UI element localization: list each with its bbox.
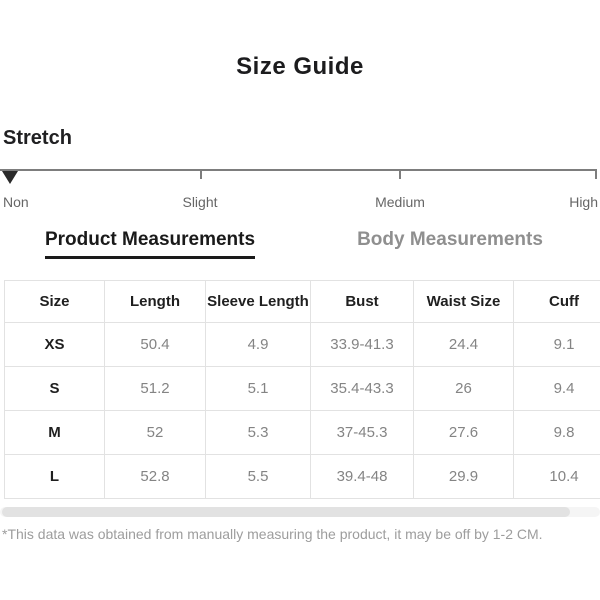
size-table	[4, 280, 600, 499]
cell-length: 52	[105, 411, 206, 455]
cell-cuff: 9.1	[514, 323, 600, 367]
cell-cuff: 10.4	[514, 455, 600, 499]
table-row-m	[5, 411, 600, 455]
cell-bust: 33.9-41.3	[311, 323, 414, 367]
table-row-xs	[5, 323, 600, 367]
measurement-tabs	[0, 229, 600, 259]
horizontal-scrollbar-thumb[interactable]	[2, 507, 570, 517]
stretch-marker-triangle-icon	[2, 171, 18, 184]
col-header-length: Length	[105, 281, 206, 323]
tab-body-measurements-label: Body Measurements	[357, 229, 543, 250]
col-header-cuff: Cuff	[514, 281, 600, 323]
stretch-level-medium: Medium	[375, 194, 425, 210]
scale-tick-slight	[200, 169, 202, 179]
size-table-viewport	[4, 280, 600, 499]
cell-sleeve-length: 5.1	[206, 367, 311, 411]
stretch-scale-labels	[0, 194, 600, 212]
col-header-size: Size	[5, 281, 105, 323]
scale-tick-high	[595, 169, 597, 179]
col-header-waist-size: Waist Size	[414, 281, 514, 323]
tab-product-measurements-label: Product Measurements	[45, 229, 255, 259]
cell-sleeve-length: 5.3	[206, 411, 311, 455]
stretch-section-label: Stretch	[3, 127, 72, 149]
horizontal-scrollbar-track[interactable]	[0, 507, 600, 517]
cell-waist-size: 29.9	[414, 455, 514, 499]
cell-bust: 37-45.3	[311, 411, 414, 455]
cell-size: M	[5, 411, 105, 455]
cell-length: 52.8	[105, 455, 206, 499]
table-row-l	[5, 455, 600, 499]
cell-size: XS	[5, 323, 105, 367]
cell-size: S	[5, 367, 105, 411]
cell-waist-size: 26	[414, 367, 514, 411]
table-header-row	[5, 281, 600, 323]
cell-sleeve-length: 4.9	[206, 323, 311, 367]
cell-length: 51.2	[105, 367, 206, 411]
table-row-s	[5, 367, 600, 411]
col-header-sleeve-length: Sleeve Length	[206, 281, 311, 323]
cell-sleeve-length: 5.5	[206, 455, 311, 499]
cell-bust: 35.4-43.3	[311, 367, 414, 411]
col-header-bust: Bust	[311, 281, 414, 323]
cell-length: 50.4	[105, 323, 206, 367]
cell-cuff: 9.4	[514, 367, 600, 411]
cell-size: L	[5, 455, 105, 499]
cell-waist-size: 24.4	[414, 323, 514, 367]
cell-waist-size: 27.6	[414, 411, 514, 455]
measurement-disclaimer: *This data was obtained from manually measuring the product, it may be off by 1-2 CM.	[2, 526, 543, 542]
scale-tick-medium	[399, 169, 401, 179]
cell-bust: 39.4-48	[311, 455, 414, 499]
cell-cuff: 9.8	[514, 411, 600, 455]
page-title: Size Guide	[236, 53, 364, 80]
stretch-level-non: Non	[3, 194, 29, 210]
stretch-level-slight: Slight	[182, 194, 218, 210]
stretch-scale	[0, 169, 597, 171]
stretch-level-high: High	[569, 194, 598, 210]
tab-body-measurements[interactable]	[300, 229, 600, 259]
tab-product-measurements[interactable]	[0, 229, 300, 259]
